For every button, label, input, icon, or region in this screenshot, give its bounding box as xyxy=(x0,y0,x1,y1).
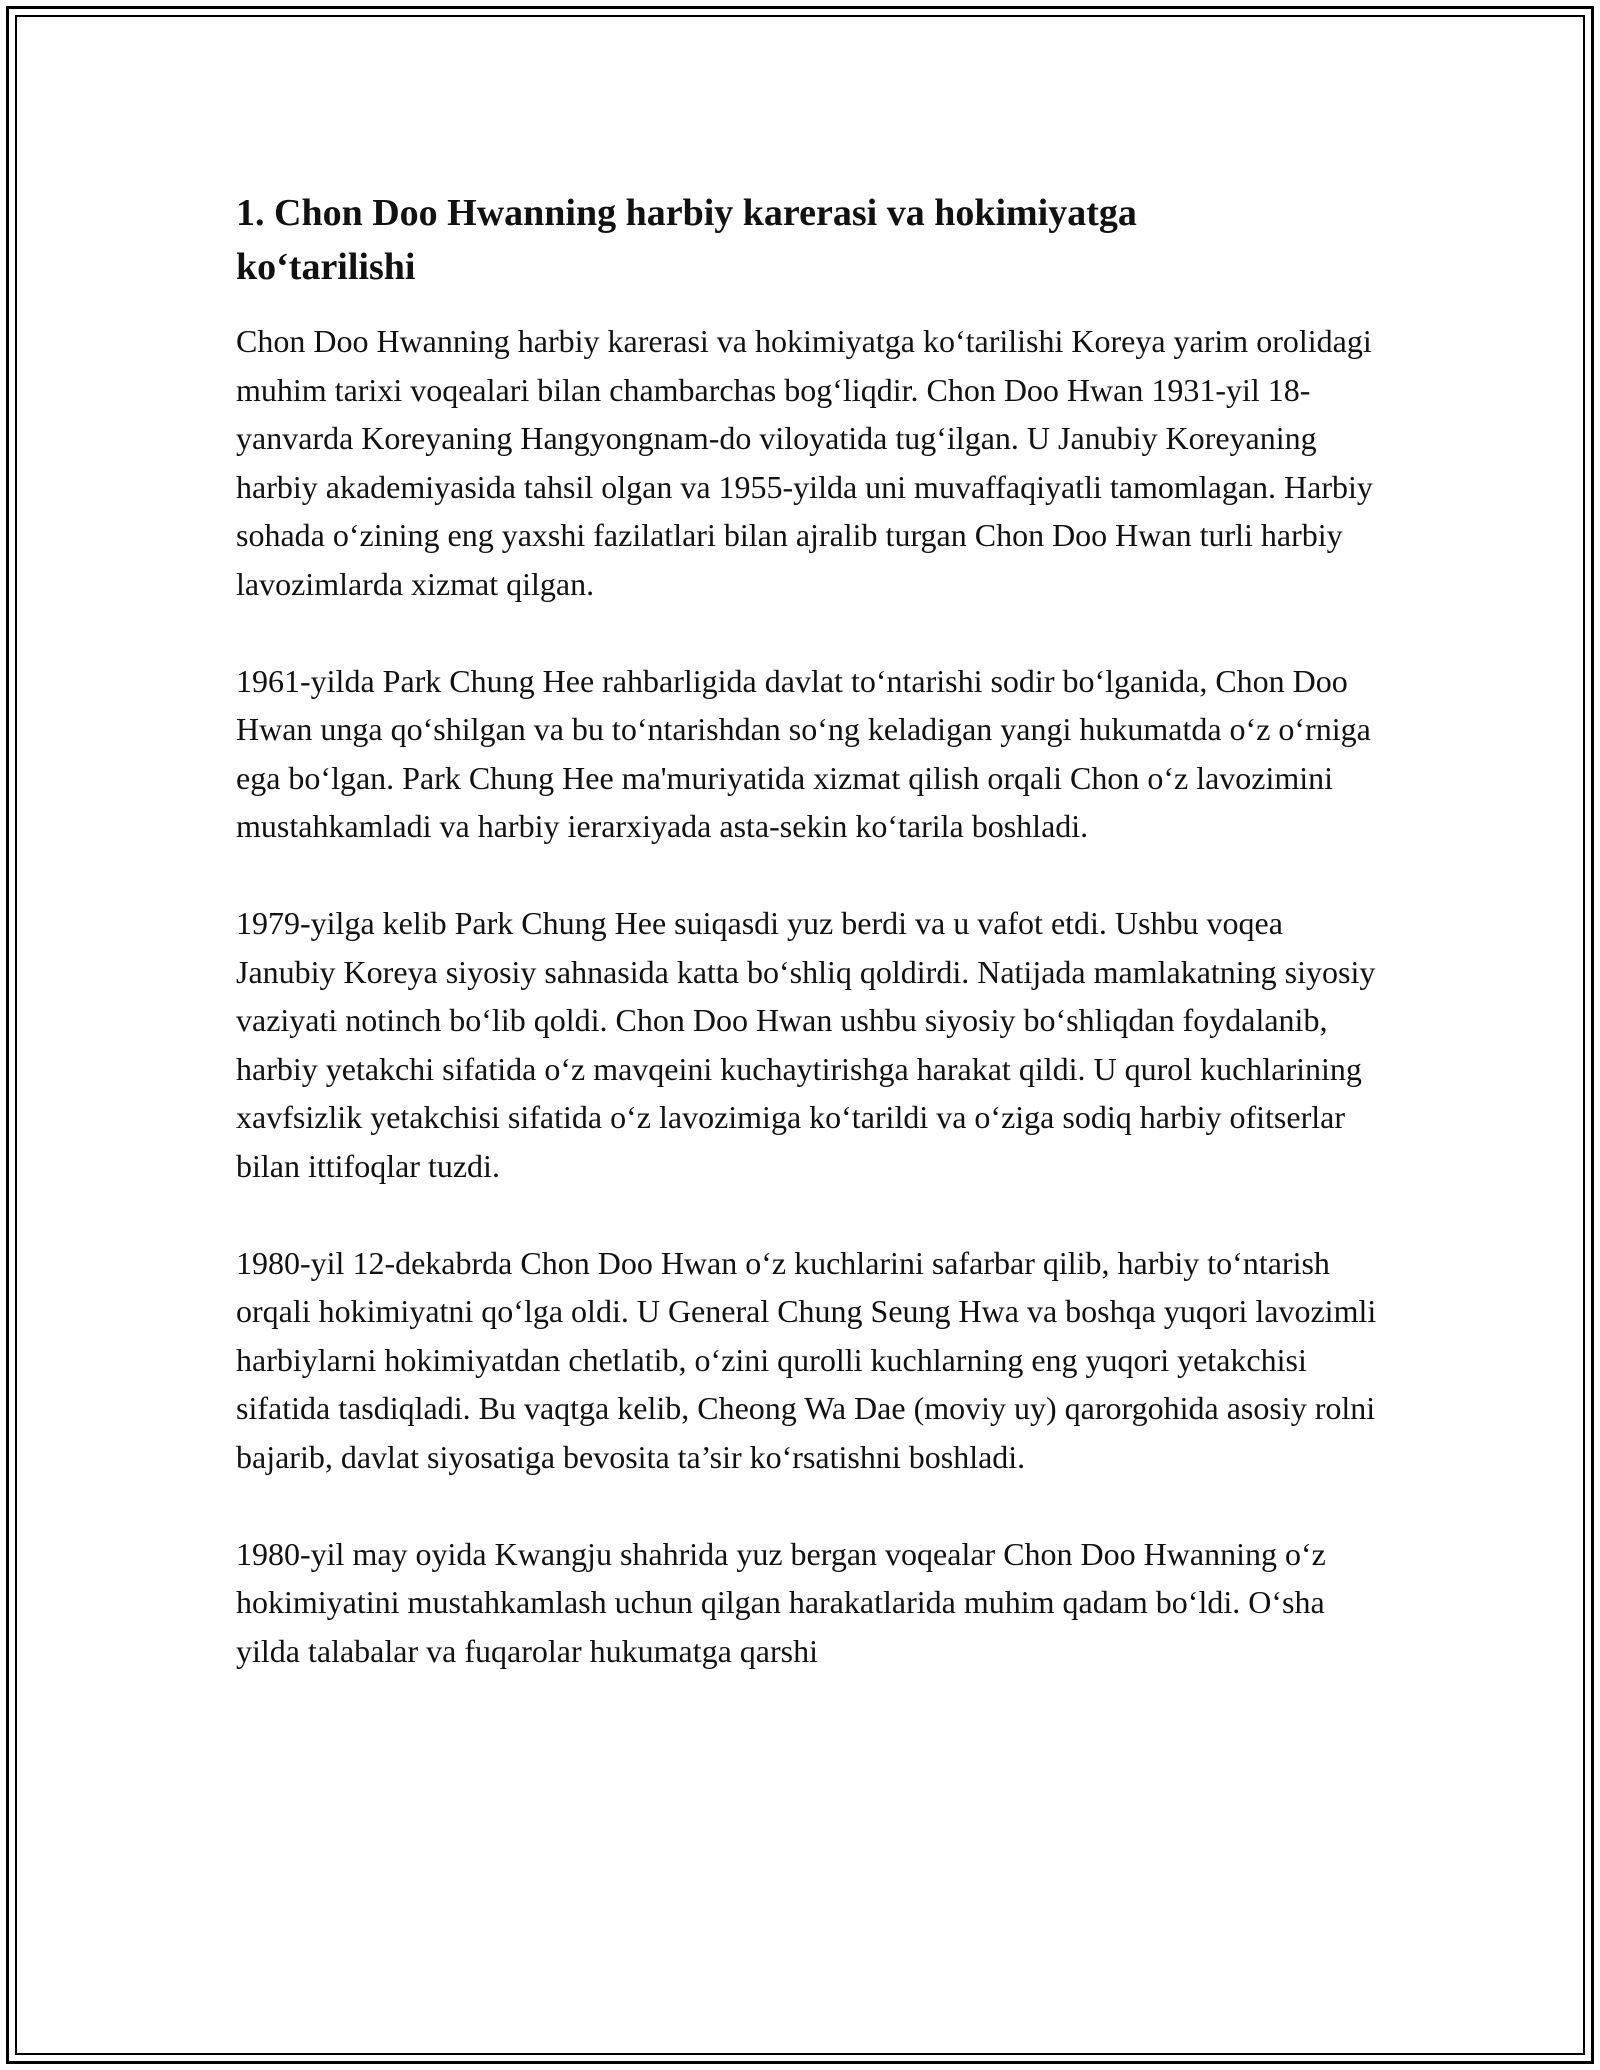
paragraph-2: 1961-yilda Park Chung Hee rahbarligida davlat to‘ntarishi sodir bo‘lganida, Chon Doo Hwan unga qo‘shilgan va bu to‘ntarishdan so‘ng keladigan yangi hukumatda o‘z o‘rniga ega bo‘lgan. Park Chung Hee ma'muriyatida xizmat qilish orqali Chon o‘z lavozimini mustahkamladi va harbiy ierarxiyada asta-sekin ko‘tarila boshladi. xyxy=(236,662,1371,844)
paragraph-5: 1980-yil may oyida Kwangju shahrida yuz bergan voqealar Chon Doo Hwanning o‘z hokimiyatini mustahkamlash uchun qilgan harakatlarida muhim qadam bo‘ldi. O‘sha yilda talabalar va fuqarolar hukumatga qarshi xyxy=(236,1535,1326,1669)
document-body xyxy=(236,186,1386,1724)
paragraph-4: 1980-yil 12-dekabrda Chon Doo Hwan o‘z kuchlarini safarbar qilib, harbiy to‘ntarish orqali hokimiyatni qo‘lga oldi. U General Chung Seung Hwa va boshqa yuqori lavozimli harbiylarni hokimiyatdan chetlatib, o‘zini qurolli kuchlarning eng yuqori yetakchisi sifatida tasdiqladi. Bu vaqtga kelib, Cheong Wa Dae (moviy uy) qarorgohida asosiy rolni bajarib, davlat siyosatiga bevosita ta’sir ko‘rsatishni boshladi. xyxy=(236,1244,1377,1475)
paragraph-3: 1979-yilga kelib Park Chung Hee suiqasdi yuz berdi va u vafot etdi. Ushbu voqea Janubiy Koreya siyosiy sahnasida katta bo‘shliq qoldirdi. Natijada mamlakatning siyosiy vaziyati notinch bo‘lib qoldi. Chon Doo Hwan ushbu siyosiy bo‘shliqdan foydalanib, harbiy yetakchi sifatida o‘z mavqeini kuchaytirishga harakat qildi. U qurol kuchlarining xavfsizlik yetakchisi sifatida o‘z lavozimiga ko‘tarildi va o‘ziga sodiq harbiy ofitserlar bilan ittifoqlar tuzdi. xyxy=(236,905,1376,1184)
paragraph-1: Chon Doo Hwanning harbiy karerasi va hokimiyatga ko‘tarilishi Koreya yarim orolidagi muhim tarixi voqealari bilan chambarchas bog‘liqdir. Chon Doo Hwan 1931-yil 18-yanvarda Koreyaning Hangyongnam-do viloyatida tug‘ilgan. U Janubiy Koreyaning harbiy akademiyasida tahsil olgan va 1955-yilda uni muvaffaqiyatli tamomlagan. Harbiy sohada o‘zining eng yaxshi fazilatlari bilan ajralib turgan Chon Doo Hwan turli harbiy lavozimlarda xizmat qilgan. xyxy=(236,323,1373,602)
section-heading: 1. Chon Doo Hwanning harbiy karerasi va hokimiyatga ko‘tarilishi xyxy=(236,192,1137,288)
